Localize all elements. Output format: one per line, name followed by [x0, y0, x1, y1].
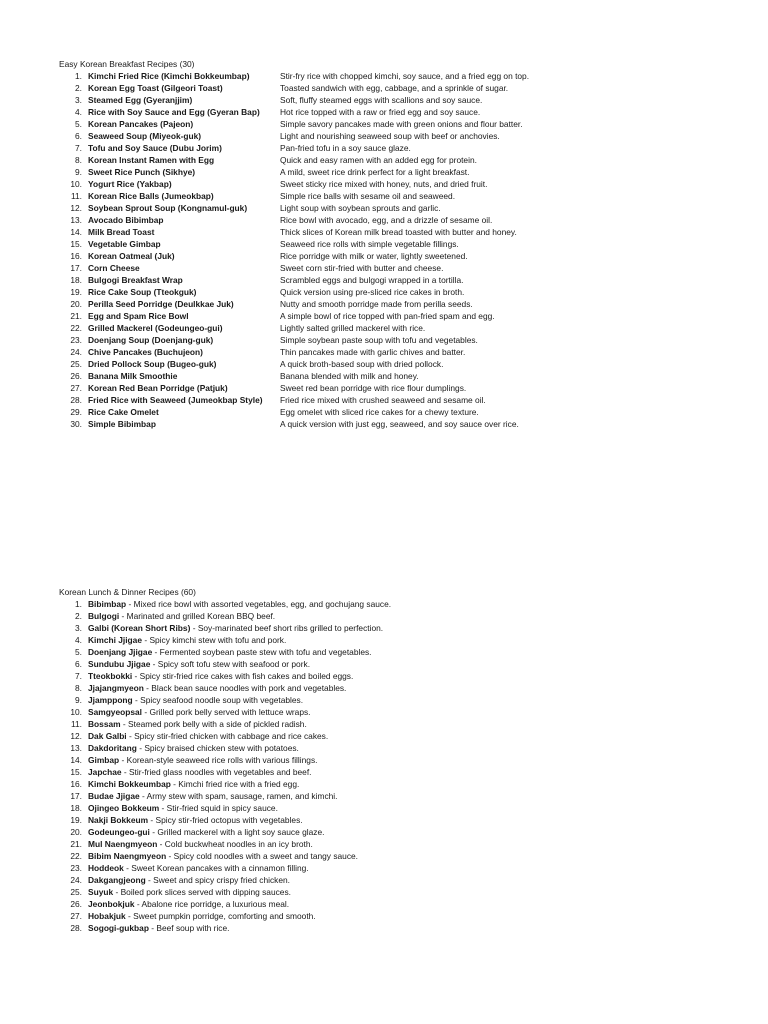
recipe-description: Pan-fried tofu in a soy sauce glaze. — [280, 143, 411, 153]
recipe-entry — [88, 634, 286, 646]
recipe-name: Chive Pancakes (Buchujeon) — [88, 347, 203, 357]
recipe-name: Bibimbap — [88, 599, 127, 609]
item-number: 26. — [70, 899, 82, 909]
list-item — [59, 286, 465, 298]
recipe-description: - Sweet and spicy crispy fried chicken. — [145, 875, 290, 885]
recipe-name: Galbi (Korean Short Ribs) — [88, 623, 191, 633]
recipe-description: - Marinated and grilled Korean BBQ beef. — [119, 611, 276, 621]
item-number: 25. — [70, 359, 82, 369]
list-item — [59, 274, 464, 286]
recipe-description: Stir-fry rice with chopped kimchi, soy sauce, and a fried egg on top. — [280, 71, 530, 81]
list-item — [59, 790, 338, 802]
item-number: 9. — [75, 167, 82, 177]
recipe-entry — [88, 862, 309, 874]
list-item — [59, 742, 299, 754]
list-item — [59, 178, 488, 190]
recipe-name: Jjamppong — [88, 695, 133, 705]
list-item — [59, 718, 307, 730]
recipe-name: Ojingeo Bokkeum — [88, 803, 160, 813]
recipe-entry — [88, 598, 391, 610]
breakfast-list — [59, 70, 530, 430]
recipe-entry — [88, 646, 372, 658]
recipe-description: - Stir-fried glass noodles with vegetables and beef. — [121, 767, 312, 777]
item-number: 7. — [75, 671, 82, 681]
item-number: 9. — [75, 695, 82, 705]
list-item — [59, 358, 444, 370]
list-item — [59, 610, 276, 622]
list-item — [59, 334, 478, 346]
recipe-description: Sweet corn stir-fried with butter and cheese. — [280, 263, 444, 273]
recipe-description: A mild, sweet rice drink perfect for a light breakfast. — [280, 167, 470, 177]
list-item — [59, 694, 304, 706]
recipe-name: Bossam — [88, 719, 121, 729]
item-number: 6. — [75, 131, 82, 141]
recipe-description: - Black bean sauce noodles with pork and vegetables. — [143, 683, 347, 693]
list-item — [59, 166, 470, 178]
item-number: 8. — [75, 155, 82, 165]
item-number: 15. — [70, 767, 82, 777]
recipe-name: Seaweed Soup (Miyeok-guk) — [88, 131, 202, 141]
list-item — [59, 262, 444, 274]
recipe-name: Japchae — [88, 767, 122, 777]
list-item — [59, 394, 486, 406]
recipe-entry — [88, 754, 317, 766]
recipe-name: Simple Bibimbap — [88, 419, 156, 429]
recipe-name: Korean Rice Balls (Jumeokbap) — [88, 191, 214, 201]
list-item — [59, 250, 468, 262]
recipe-entry — [88, 706, 311, 718]
recipe-description: - Beef soup with rice. — [148, 923, 230, 933]
item-number: 14. — [70, 755, 82, 765]
recipe-description: Quick and easy ramen with an added egg for protein. — [280, 155, 477, 165]
recipe-name: Yogurt Rice (Yakbap) — [88, 179, 172, 189]
recipe-name: Corn Cheese — [88, 263, 140, 273]
recipe-entry — [88, 886, 291, 898]
recipe-entry — [88, 910, 316, 922]
item-number: 26. — [70, 371, 82, 381]
recipe-entry — [88, 766, 311, 778]
list-item — [59, 910, 316, 922]
recipe-description: A quick broth-based soup with dried pollock. — [280, 359, 444, 369]
recipe-entry — [88, 622, 383, 634]
recipe-name: Nakji Bokkeum — [88, 815, 149, 825]
recipe-name: Korean Egg Toast (Gilgeori Toast) — [88, 83, 223, 93]
list-item — [59, 730, 329, 742]
recipe-description: Hot rice topped with a raw or fried egg and soy sauce. — [280, 107, 481, 117]
recipe-name: Rice with Soy Sauce and Egg (Gyeran Bap) — [88, 107, 260, 117]
recipe-entry — [88, 874, 290, 886]
recipe-description: - Spicy stir-fried chicken with cabbage and rice cakes. — [126, 731, 329, 741]
list-item — [59, 70, 530, 82]
list-item — [59, 154, 477, 166]
recipe-entry — [88, 610, 275, 622]
recipe-name: Hobakjuk — [88, 911, 126, 921]
item-number: 1. — [75, 599, 82, 609]
recipe-description: - Stir-fried squid in spicy sauce. — [159, 803, 278, 813]
recipe-name: Soybean Sprout Soup (Kongnamul-guk) — [88, 203, 248, 213]
list-item — [59, 754, 318, 766]
list-item — [59, 850, 358, 862]
recipe-description: Rice porridge with milk or water, lightly sweetened. — [280, 251, 468, 261]
recipe-name: Rice Cake Soup (Tteokguk) — [88, 287, 197, 297]
recipe-name: Doenjang Soup (Doenjang-guk) — [88, 335, 214, 345]
recipe-description: Simple savory pancakes made with green onions and flour batter. — [280, 119, 523, 129]
recipe-description: - Fermented soybean paste stew with tofu and vegetables. — [152, 647, 372, 657]
recipe-description: - Spicy braised chicken stew with potatoes. — [136, 743, 299, 753]
recipe-description: - Abalone rice porridge, a luxurious meal. — [134, 899, 290, 909]
list-item — [59, 658, 311, 670]
item-number: 18. — [70, 803, 82, 813]
item-number: 22. — [70, 851, 82, 861]
recipe-name: Doenjang Jjigae — [88, 647, 153, 657]
recipe-name: Dried Pollock Soup (Bugeo-guk) — [88, 359, 217, 369]
recipe-name: Banana Milk Smoothie — [88, 371, 178, 381]
list-item — [59, 238, 459, 250]
recipe-name: Dakdoritang — [88, 743, 137, 753]
list-item — [59, 838, 313, 850]
list-item — [59, 670, 354, 682]
list-item — [59, 778, 300, 790]
recipe-name: Rice Cake Omelet — [88, 407, 159, 417]
recipe-description: - Spicy kimchi stew with tofu and pork. — [142, 635, 287, 645]
recipe-entry — [88, 670, 353, 682]
list-item — [59, 598, 392, 610]
list-item — [59, 418, 519, 430]
recipe-entry — [88, 778, 299, 790]
recipe-description: - Steamed pork belly with a side of pickled radish. — [120, 719, 307, 729]
item-number: 14. — [70, 227, 82, 237]
recipe-description: Soft, fluffy steamed eggs with scallions and soy sauce. — [280, 95, 483, 105]
recipe-name: Korean Oatmeal (Juk) — [88, 251, 175, 261]
recipe-name: Jjajangmyeon — [88, 683, 144, 693]
item-number: 13. — [70, 743, 82, 753]
list-item — [59, 322, 426, 334]
list-item — [59, 298, 473, 310]
recipe-name: Korean Instant Ramen with Egg — [88, 155, 215, 165]
item-number: 23. — [70, 335, 82, 345]
list-item — [59, 862, 309, 874]
recipe-description: Light and nourishing seaweed soup with beef or anchovies. — [280, 131, 500, 141]
list-item — [59, 886, 291, 898]
list-item — [59, 190, 456, 202]
recipe-entry — [88, 718, 307, 730]
recipe-entry — [88, 790, 338, 802]
item-number: 3. — [75, 623, 82, 633]
recipe-name: Tofu and Soy Sauce (Dubu Jorim) — [88, 143, 222, 153]
recipe-name: Suyuk — [88, 887, 114, 897]
recipe-description: Seaweed rice rolls with simple vegetable fillings. — [280, 239, 459, 249]
recipe-description: - Soy-marinated beef short ribs grilled to perfection. — [190, 623, 384, 633]
item-number: 21. — [70, 839, 82, 849]
recipe-entry — [88, 658, 310, 670]
recipe-entry — [88, 742, 299, 754]
list-item — [59, 346, 466, 358]
list-item — [59, 226, 517, 238]
recipe-description: A simple bowl of rice topped with pan-fried spam and egg. — [280, 311, 495, 321]
recipe-name: Bulgogi — [88, 611, 120, 621]
item-number: 24. — [70, 875, 82, 885]
list-item — [59, 802, 278, 814]
recipe-name: Kimchi Jjigae — [88, 635, 142, 645]
recipe-name: Jeonbokjuk — [88, 899, 135, 909]
recipe-name: Gimbap — [88, 755, 120, 765]
list-item — [59, 646, 372, 658]
item-number: 3. — [75, 95, 82, 105]
recipe-name: Bibim Naengmyeon — [88, 851, 167, 861]
recipe-name: Tteokbokki — [88, 671, 133, 681]
recipe-name: Samgyeopsal — [88, 707, 142, 717]
item-number: 6. — [75, 659, 82, 669]
recipe-description: - Cold buckwheat noodles in an icy broth. — [157, 839, 313, 849]
recipe-description: - Kimchi fried rice with a fried egg. — [170, 779, 300, 789]
recipe-description: Banana blended with milk and honey. — [280, 371, 419, 381]
list-item — [59, 214, 493, 226]
recipe-name: Steamed Egg (Gyeranjjim) — [88, 95, 193, 105]
item-number: 17. — [70, 263, 82, 273]
recipe-description: - Spicy stir-fried octopus with vegetables. — [148, 815, 303, 825]
item-number: 20. — [70, 827, 82, 837]
list-item — [59, 814, 303, 826]
item-number: 11. — [70, 191, 82, 201]
list-item — [59, 766, 312, 778]
recipe-name: Fried Rice with Seaweed (Jumeokbap Style) — [88, 395, 263, 405]
item-number: 2. — [75, 83, 82, 93]
recipe-entry — [88, 898, 289, 910]
item-number: 1. — [75, 71, 82, 81]
recipe-description: - Spicy soft tofu stew with seafood or pork. — [150, 659, 311, 669]
list-item — [59, 634, 287, 646]
recipe-description: Sweet sticky rice mixed with honey, nuts, and dried fruit. — [280, 179, 488, 189]
recipe-name: Grilled Mackerel (Godeungeo-gui) — [88, 323, 223, 333]
item-number: 12. — [70, 731, 82, 741]
list-item — [59, 874, 290, 886]
item-number: 20. — [70, 299, 82, 309]
item-number: 30. — [70, 419, 82, 429]
list-item — [59, 202, 441, 214]
recipe-description: - Sweet pumpkin porridge, comforting and smooth. — [125, 911, 316, 921]
list-item — [59, 310, 495, 322]
recipe-name: Kimchi Fried Rice (Kimchi Bokkeumbap) — [88, 71, 250, 81]
list-item — [59, 622, 384, 634]
list-item — [59, 922, 230, 934]
recipe-entry — [88, 826, 324, 838]
list-item — [59, 682, 347, 694]
item-number: 2. — [75, 611, 82, 621]
list-item — [59, 370, 419, 382]
recipe-description: Nutty and smooth porridge made from perilla seeds. — [280, 299, 473, 309]
recipe-description: - Grilled pork belly served with lettuce wraps. — [142, 707, 311, 717]
recipe-name: Avocado Bibimbap — [88, 215, 164, 225]
lunch-dinner-heading: Korean Lunch & Dinner Recipes (60) — [59, 587, 196, 597]
recipe-description: Sweet red bean porridge with rice flour dumplings. — [280, 383, 467, 393]
lunch-dinner-section — [59, 586, 392, 934]
list-item — [59, 382, 467, 394]
breakfast-heading: Easy Korean Breakfast Recipes (30) — [59, 59, 195, 69]
breakfast-section — [59, 58, 530, 430]
recipe-entry — [88, 922, 229, 934]
item-number: 22. — [70, 323, 82, 333]
recipe-name: Dakgangjeong — [88, 875, 146, 885]
list-item — [59, 406, 479, 418]
recipe-description: Scrambled eggs and bulgogi wrapped in a tortilla. — [280, 275, 464, 285]
recipe-description: - Spicy stir-fried rice cakes with fish cakes and boiled eggs. — [132, 671, 354, 681]
item-number: 18. — [70, 275, 82, 285]
list-item — [59, 82, 509, 94]
lunch-dinner-list — [59, 598, 392, 934]
recipe-name: Dak Galbi — [88, 731, 127, 741]
list-item — [59, 94, 483, 106]
recipe-name: Kimchi Bokkeumbap — [88, 779, 171, 789]
item-number: 25. — [70, 887, 82, 897]
recipe-name: Perilla Seed Porridge (Deulkkae Juk) — [88, 299, 234, 309]
recipe-description: Toasted sandwich with egg, cabbage, and a sprinkle of sugar. — [280, 83, 509, 93]
recipe-entry — [88, 802, 278, 814]
item-number: 27. — [70, 911, 82, 921]
item-number: 17. — [70, 791, 82, 801]
recipe-name: Sogogi-gukbap — [88, 923, 149, 933]
list-item — [59, 142, 411, 154]
item-number: 5. — [75, 647, 82, 657]
recipe-description: - Army stew with spam, sausage, ramen, and kimchi. — [139, 791, 338, 801]
item-number: 7. — [75, 143, 82, 153]
recipe-description: Quick version using pre-sliced rice cakes in broth. — [280, 287, 465, 297]
item-number: 5. — [75, 119, 82, 129]
list-item — [59, 130, 500, 142]
list-item — [59, 118, 523, 130]
item-number: 4. — [75, 635, 82, 645]
recipe-name: Budae Jjigae — [88, 791, 140, 801]
recipe-description: Fried rice mixed with crushed seaweed and sesame oil. — [280, 395, 486, 405]
recipe-entry — [88, 838, 313, 850]
recipe-description: - Boiled pork slices served with dipping sauces. — [113, 887, 291, 897]
recipe-entry — [88, 694, 303, 706]
recipe-description: Simple soybean paste soup with tofu and vegetables. — [280, 335, 478, 345]
recipe-entry — [88, 682, 346, 694]
recipe-name: Mul Naengmyeon — [88, 839, 158, 849]
item-number: 28. — [70, 923, 82, 933]
recipe-description: Simple rice balls with sesame oil and seaweed. — [280, 191, 456, 201]
recipe-entry — [88, 850, 358, 862]
list-item — [59, 826, 325, 838]
item-number: 10. — [70, 707, 82, 717]
recipe-description: Thick slices of Korean milk bread toasted with butter and honey. — [280, 227, 517, 237]
recipe-name: Vegetable Gimbap — [88, 239, 161, 249]
recipe-description: Rice bowl with avocado, egg, and a drizzle of sesame oil. — [280, 215, 493, 225]
item-number: 29. — [70, 407, 82, 417]
recipe-entry — [88, 814, 303, 826]
recipe-description: A quick version with just egg, seaweed, and soy sauce over rice. — [280, 419, 519, 429]
item-number: 27. — [70, 383, 82, 393]
item-number: 24. — [70, 347, 82, 357]
item-number: 10. — [70, 179, 82, 189]
item-number: 4. — [75, 107, 82, 117]
recipe-name: Hoddeok — [88, 863, 124, 873]
recipe-entry — [88, 730, 328, 742]
item-number: 19. — [70, 815, 82, 825]
item-number: 11. — [70, 719, 82, 729]
recipe-name: Korean Pancakes (Pajeon) — [88, 119, 194, 129]
recipe-description: Egg omelet with sliced rice cakes for a chewy texture. — [280, 407, 479, 417]
recipe-description: Lightly salted grilled mackerel with rice. — [280, 323, 426, 333]
item-number: 13. — [70, 215, 82, 225]
item-number: 16. — [70, 779, 82, 789]
recipe-name: Milk Bread Toast — [88, 227, 155, 237]
recipe-name: Egg and Spam Rice Bowl — [88, 311, 189, 321]
recipe-name: Korean Red Bean Porridge (Patjuk) — [88, 383, 228, 393]
list-item — [59, 706, 311, 718]
item-number: 16. — [70, 251, 82, 261]
recipe-description: - Sweet Korean pancakes with a cinnamon filling. — [123, 863, 309, 873]
item-number: 21. — [70, 311, 82, 321]
item-number: 12. — [70, 203, 82, 213]
recipe-name: Godeungeo-gui — [88, 827, 150, 837]
item-number: 15. — [70, 239, 82, 249]
recipe-description: - Mixed rice bowl with assorted vegetables, egg, and gochujang sauce. — [126, 599, 392, 609]
recipe-description: Light soup with soybean sprouts and garlic. — [280, 203, 441, 213]
recipe-description: Thin pancakes made with garlic chives and batter. — [280, 347, 466, 357]
item-number: 23. — [70, 863, 82, 873]
recipe-description: - Spicy cold noodles with a sweet and tangy sauce. — [166, 851, 358, 861]
recipe-description: - Korean-style seaweed rice rolls with various fillings. — [119, 755, 318, 765]
recipe-description: - Spicy seafood noodle soup with vegetables. — [132, 695, 304, 705]
recipe-name: Sundubu Jjigae — [88, 659, 151, 669]
item-number: 28. — [70, 395, 82, 405]
recipe-name: Bulgogi Breakfast Wrap — [88, 275, 183, 285]
recipe-name: Sweet Rice Punch (Sikhye) — [88, 167, 196, 177]
item-number: 8. — [75, 683, 82, 693]
list-item — [59, 898, 290, 910]
item-number: 19. — [70, 287, 82, 297]
list-item — [59, 106, 481, 118]
recipe-description: - Grilled mackerel with a light soy sauce glaze. — [149, 827, 325, 837]
